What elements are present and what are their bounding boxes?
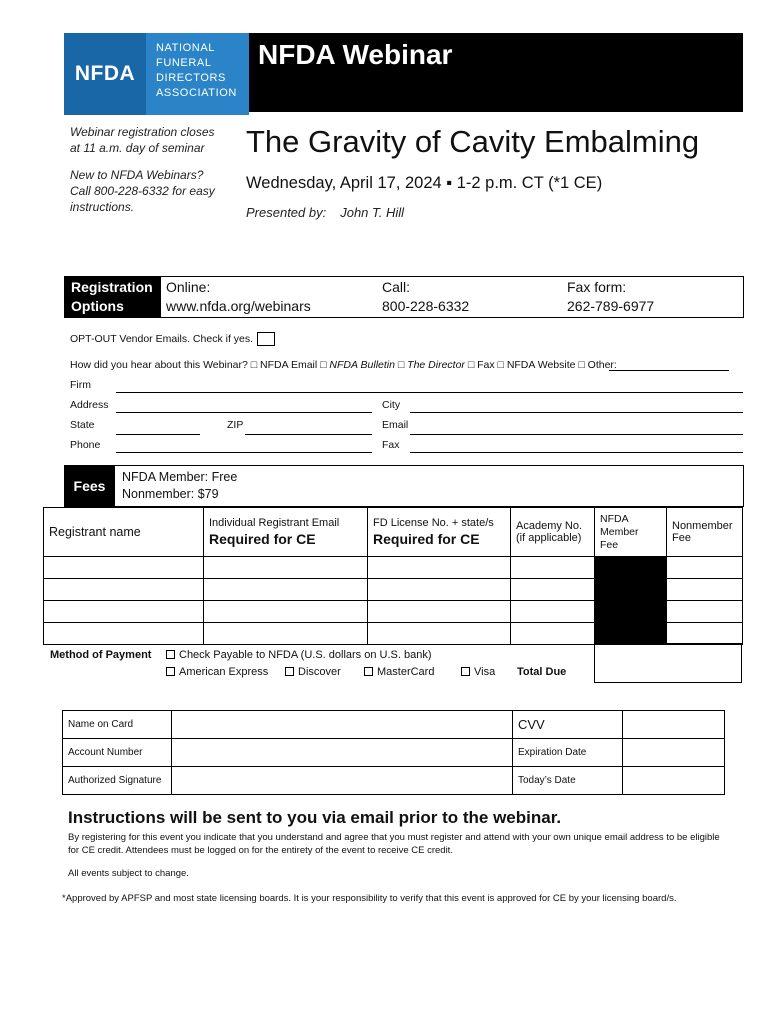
fees-label: Fees bbox=[64, 465, 115, 507]
pay-amex-label: American Express bbox=[179, 666, 269, 678]
col-member-line: Fee bbox=[600, 538, 619, 551]
card-row bbox=[63, 739, 725, 767]
table-row bbox=[44, 623, 743, 645]
pay-check-label: Check Payable to NFDA (U.S. dollars on U.S. bank) bbox=[179, 649, 432, 661]
presenter-line bbox=[246, 205, 404, 220]
new-to-webinars-note bbox=[70, 167, 240, 215]
checkbox-icon[interactable]: □ bbox=[397, 359, 405, 371]
registration-closes-note bbox=[70, 124, 240, 156]
banner-title: NFDA Webinar bbox=[249, 33, 743, 112]
table-header-row bbox=[44, 508, 743, 557]
pay-visa-label: Visa bbox=[474, 666, 496, 678]
checkbox-icon[interactable] bbox=[364, 667, 373, 676]
call-option bbox=[382, 278, 469, 316]
expiration-date-input[interactable] bbox=[623, 739, 725, 767]
logo-line: DIRECTORS bbox=[156, 72, 226, 84]
email-input-line[interactable] bbox=[410, 434, 743, 435]
approval-note: *Approved by APFSP and most state licensing boards. It is your responsibility to verify that this event is approved for CE by your licensing board/s. bbox=[62, 893, 677, 904]
option-nfda-email: NFDA Email bbox=[260, 359, 318, 371]
nonmember-fee-cell[interactable] bbox=[667, 623, 743, 645]
email-cell[interactable] bbox=[204, 623, 368, 645]
authorized-signature-input[interactable] bbox=[172, 767, 513, 795]
presenter-name: John T. Hill bbox=[340, 205, 405, 220]
option-nfda-bulletin: NFDA Bulletin bbox=[329, 359, 395, 371]
note-line: Webinar registration closes bbox=[70, 125, 215, 139]
state-label: State bbox=[70, 419, 95, 431]
note-line: Call 800-228-6332 for easy bbox=[70, 184, 215, 198]
pay-mastercard-option[interactable] bbox=[364, 666, 434, 678]
todays-date-input[interactable] bbox=[623, 767, 725, 795]
registrant-table bbox=[43, 507, 743, 645]
table-row bbox=[44, 579, 743, 601]
other-input-line[interactable] bbox=[609, 370, 729, 371]
presented-by-label: Presented by: bbox=[246, 205, 327, 220]
name-on-card-label: Name on Card bbox=[63, 711, 172, 739]
instructions-title: Instructions will be sent to you via email prior to the webinar. bbox=[68, 808, 562, 827]
license-cell[interactable] bbox=[368, 557, 511, 579]
option-the-director: The Director bbox=[407, 359, 465, 371]
registrant-name-cell[interactable] bbox=[44, 557, 204, 579]
pay-check-option[interactable] bbox=[166, 649, 432, 661]
note-line: instructions. bbox=[70, 200, 135, 214]
checkbox-icon[interactable] bbox=[166, 667, 175, 676]
opt-out-label: OPT-OUT Vendor Emails. Check if yes. bbox=[70, 332, 254, 345]
firm-input-line[interactable] bbox=[116, 392, 743, 393]
registration-options-label bbox=[64, 276, 161, 318]
col-academy bbox=[511, 508, 595, 557]
cvv-input[interactable] bbox=[623, 711, 725, 739]
nonmember-fee-cell[interactable] bbox=[667, 601, 743, 623]
pay-mastercard-label: MasterCard bbox=[377, 666, 435, 678]
state-input-line[interactable] bbox=[116, 434, 200, 435]
academy-cell[interactable] bbox=[511, 601, 595, 623]
online-label: Online: bbox=[166, 279, 211, 295]
name-on-card-input[interactable] bbox=[172, 711, 513, 739]
hear-about-question: How did you hear about this Webinar? bbox=[70, 359, 248, 371]
event-date: Wednesday, April 17, 2024 ▪ 1-2 p.m. CT (*1 CE) bbox=[246, 174, 603, 192]
card-table bbox=[62, 710, 725, 795]
nonmember-fee: Nonmember: $79 bbox=[122, 487, 219, 501]
checkbox-icon[interactable]: □ bbox=[497, 359, 504, 371]
fees-text bbox=[122, 469, 237, 503]
checkbox-icon[interactable] bbox=[461, 667, 470, 676]
option-other: Other: bbox=[587, 359, 617, 371]
col-academy-line: Academy No. bbox=[516, 520, 583, 532]
fax-label: Fax form: bbox=[567, 279, 627, 295]
cvv-label: CVV bbox=[513, 711, 623, 739]
checkbox-icon[interactable]: □ bbox=[467, 359, 475, 371]
fax-option bbox=[567, 278, 654, 316]
option-fax: Fax bbox=[477, 359, 495, 371]
total-due-label: Total Due bbox=[517, 666, 567, 678]
checkbox-icon[interactable]: □ bbox=[320, 359, 327, 371]
member-fee-cell bbox=[595, 579, 667, 601]
col-individual-email bbox=[204, 508, 368, 557]
todays-date-label: Today’s Date bbox=[513, 767, 623, 795]
card-row bbox=[63, 767, 725, 795]
fax-number: 262-789-6977 bbox=[567, 298, 655, 314]
option-nfda-website: NFDA Website bbox=[506, 359, 576, 371]
member-fee-cell bbox=[595, 557, 667, 579]
call-label: Call: bbox=[382, 279, 411, 295]
member-fee-cell bbox=[595, 601, 667, 623]
note-line: New to NFDA Webinars? bbox=[70, 168, 204, 182]
address-input-line[interactable] bbox=[116, 412, 372, 413]
col-email-text: Individual Registrant Email bbox=[209, 517, 340, 529]
col-license-text: FD License No. + state/s bbox=[373, 517, 494, 529]
col-member-line: NFDA bbox=[600, 512, 629, 525]
fax-field-label: Fax bbox=[382, 439, 400, 451]
logo-wordmark bbox=[146, 33, 249, 115]
nonmember-fee-cell[interactable] bbox=[667, 579, 743, 601]
col-nonmember-line: Nonmember bbox=[672, 520, 733, 532]
account-number-label: Account Number bbox=[63, 739, 172, 767]
registrant-name-cell[interactable] bbox=[44, 623, 204, 645]
member-fee: NFDA Member: Free bbox=[122, 470, 238, 484]
opt-out-row bbox=[70, 332, 275, 346]
registrant-name-cell[interactable] bbox=[44, 601, 204, 623]
col-registrant-name: Registrant name bbox=[44, 508, 204, 557]
label-line: Options bbox=[71, 298, 124, 314]
events-change-note: All events subject to change. bbox=[68, 868, 189, 879]
email-cell[interactable] bbox=[204, 579, 368, 601]
firm-label: Firm bbox=[70, 379, 91, 391]
logo-line: NATIONAL bbox=[156, 42, 215, 54]
logo-line: ASSOCIATION bbox=[156, 87, 237, 99]
pay-discover-label: Discover bbox=[298, 666, 341, 678]
license-cell[interactable] bbox=[368, 579, 511, 601]
online-url[interactable]: www.nfda.org/webinars bbox=[166, 298, 311, 314]
total-due-box[interactable] bbox=[594, 643, 742, 683]
event-title: The Gravity of Cavity Embalming bbox=[246, 124, 700, 159]
fax-input-line[interactable] bbox=[410, 452, 743, 453]
pay-visa-option[interactable] bbox=[461, 666, 495, 678]
email-cell[interactable] bbox=[204, 557, 368, 579]
col-member-line: Member bbox=[600, 525, 639, 538]
col-member-fee bbox=[595, 508, 667, 557]
label-line: Registration bbox=[71, 279, 153, 295]
city-input-line[interactable] bbox=[410, 412, 743, 413]
opt-out-checkbox[interactable] bbox=[257, 332, 275, 346]
city-label: City bbox=[382, 399, 401, 411]
email-label: Email bbox=[382, 419, 409, 431]
email-cell[interactable] bbox=[204, 601, 368, 623]
license-cell[interactable] bbox=[368, 623, 511, 645]
hear-about-row bbox=[70, 359, 617, 371]
pay-amex-option[interactable] bbox=[166, 666, 268, 678]
registrant-name-cell[interactable] bbox=[44, 579, 204, 601]
col-email-required: Required for CE bbox=[209, 531, 316, 547]
note-line: at 11 a.m. day of seminar bbox=[70, 141, 205, 155]
online-option bbox=[166, 278, 311, 316]
phone-label: Phone bbox=[70, 439, 101, 451]
academy-cell[interactable] bbox=[511, 557, 595, 579]
nfda-logo: NFDA bbox=[64, 33, 146, 115]
member-fee-cell bbox=[595, 623, 667, 645]
pay-discover-option[interactable] bbox=[285, 666, 341, 678]
instructions-paragraph: By registering for this event you indicate that you understand and agree that you must register and attend with your own unique email address to be eligible for CE credit. Attendees must be logged on for the entirety of the event to receive CE credit. bbox=[68, 832, 720, 856]
col-license-required: Required for CE bbox=[373, 531, 480, 547]
col-fd-license bbox=[368, 508, 511, 557]
checkbox-icon[interactable]: □ bbox=[578, 359, 585, 371]
license-cell[interactable] bbox=[368, 601, 511, 623]
card-row bbox=[63, 711, 725, 739]
zip-input-line[interactable] bbox=[245, 434, 372, 435]
checkbox-icon[interactable]: □ bbox=[250, 359, 258, 371]
expiration-date-label: Expiration Date bbox=[513, 739, 623, 767]
method-of-payment-label: Method of Payment bbox=[50, 649, 152, 661]
col-academy-line: (if applicable) bbox=[516, 532, 582, 544]
table-row bbox=[44, 601, 743, 623]
nonmember-fee-cell[interactable] bbox=[667, 557, 743, 579]
checkbox-icon[interactable] bbox=[166, 650, 175, 659]
phone-input-line[interactable] bbox=[116, 452, 372, 453]
address-label: Address bbox=[70, 399, 109, 411]
authorized-signature-label: Authorized Signature bbox=[63, 767, 172, 795]
logo-line: FUNERAL bbox=[156, 57, 212, 69]
col-nonmember-fee bbox=[667, 508, 743, 557]
academy-cell[interactable] bbox=[511, 623, 595, 645]
col-nonmember-line: Fee bbox=[672, 532, 691, 544]
table-row bbox=[44, 557, 743, 579]
call-number: 800-228-6332 bbox=[382, 298, 470, 314]
checkbox-icon[interactable] bbox=[285, 667, 294, 676]
zip-label: ZIP bbox=[227, 419, 244, 431]
account-number-input[interactable] bbox=[172, 739, 513, 767]
academy-cell[interactable] bbox=[511, 579, 595, 601]
